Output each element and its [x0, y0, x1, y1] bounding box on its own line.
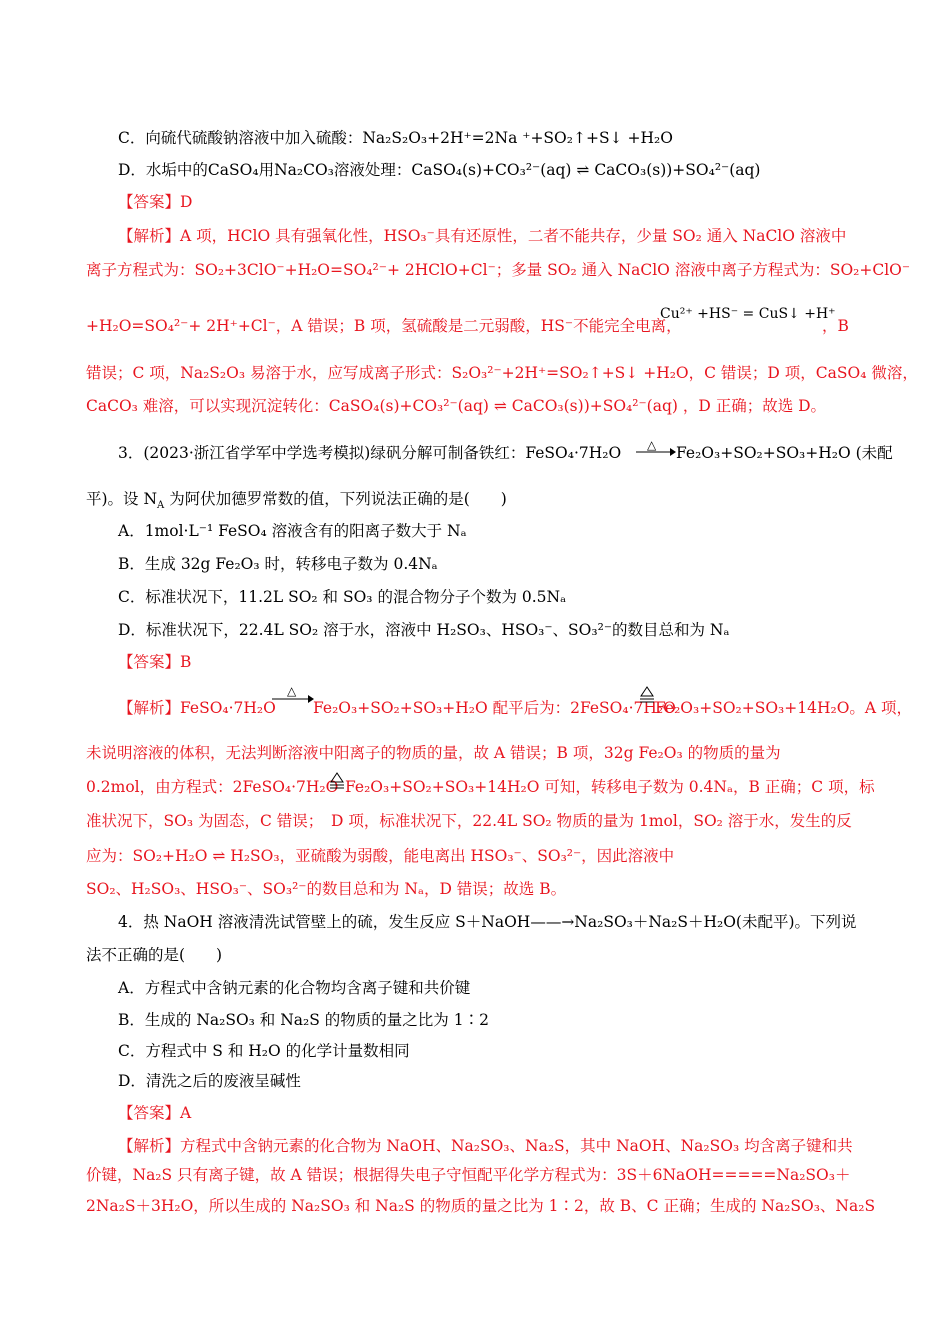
q3-analysis-line-1b: Fe₂O₃+SO₂+SO₃+H₂O 配平后为：2FeSO₄·7H₂O: [313, 699, 676, 717]
q3-analysis-line-6: SO₂、H₂SO₃、HSO₃⁻、SO₃²⁻的数目总和为 Nₐ，D 错误；故选 B。: [86, 880, 567, 898]
q3-stem-na-sub: A: [157, 500, 165, 512]
q4-analysis-line-2: 价键，Na₂S 只有离子键，故 A 错误；根据得失电子守恒配平化学方程式为：3S＋6NaOH=====Na₂SO₃＋: [86, 1166, 851, 1184]
q2-analysis-line-3-tail: ，B: [822, 317, 849, 335]
q3-analysis-heat-equal-icon: [640, 686, 654, 704]
q3-answer: 【答案】B: [118, 653, 192, 671]
q4-answer: 【答案】A: [118, 1104, 192, 1122]
q3-option-c: C．标准状况下，11.2L SO₂ 和 SO₃ 的混合物分子个数为 0.5Nₐ: [118, 588, 567, 606]
q2-analysis-line-5: CaCO₃ 难溶，可以实现沉淀转化：CaSO₄(s)+CO₃²⁻(aq) ⇌ CaCO₃(s))+SO₄²⁻(aq) ，D 正确；故选 D。: [86, 397, 827, 415]
q4-option-a: A．方程式中含钠元素的化合物均含离子键和共价键: [118, 979, 471, 997]
q3-analysis-line-3b: Fe₂O₃+SO₂+SO₃+14H₂O 可知，转移电子数为 0.4Nₐ，B 正确；C 项，标: [345, 778, 875, 796]
q3-analysis-heat-equal-icon-2: [330, 772, 344, 790]
q3-analysis-arrow-icon: [272, 693, 314, 705]
q2-answer: 【答案】D: [118, 193, 193, 211]
q2-option-c: C．向硫代硫酸钠溶液中加入硫酸：Na₂S₂O₃+2H⁺=2Na ⁺+SO₂↑+S↓ +H₂O: [118, 129, 673, 147]
q3-analysis-heat-symbol: △: [287, 684, 297, 698]
q2-analysis-line-2: 离子方程式为：SO₂+3ClO⁻+H₂O=SO₄²⁻+ 2HClO+Cl⁻；多量 SO₂ 通入 NaClO 溶液中离子方程式为：SO₂+ClO⁻: [86, 261, 911, 279]
q3-analysis-line-1c: Fe₂O₃+SO₂+SO₃+14H₂O。A 项，: [655, 699, 913, 717]
q2-analysis-equation: Cu²⁺ +HS⁻ = CuS↓ +H⁺: [660, 306, 836, 322]
q3-stem-question: 为阿伏加德罗常数的值，下列说法正确的是( ): [164, 490, 507, 508]
q3-reaction-arrow-icon: [636, 446, 676, 458]
q3-analysis-line-4: 准状况下，SO₃ 为固态，C 错误； D 项，标准状况下，22.4L SO₂ 物质的量为 1mol，SO₂ 溶于水，发生的反: [86, 812, 852, 830]
q4-option-d: D．清洗之后的废液呈碱性: [118, 1072, 301, 1090]
q4-option-b: B．生成的 Na₂SO₃ 和 Na₂S 的物质的量之比为 1∶2: [118, 1011, 489, 1029]
q2-option-d: D．水垢中的CaSO₄用Na₂CO₃溶液处理：CaSO₄(s)+CO₃²⁻(aq) ⇌ CaCO₃(s))+SO₄²⁻(aq): [118, 161, 761, 179]
q4-analysis-line-1: 【解析】方程式中含钠元素的化合物为 NaOH、Na₂SO₃、Na₂S，其中 NaOH、Na₂SO₃ 均含离子键和共: [118, 1137, 853, 1155]
q3-stem-line-1-tail: Fe₂O₃+SO₂+SO₃+H₂O (未配: [676, 444, 893, 462]
q3-stem-na: 平)。设 N: [86, 490, 158, 508]
q3-heat-symbol: △: [647, 438, 657, 452]
q2-analysis-line-4: 错误；C 项，Na₂S₂O₃ 易溶于水，应写成离子形式：S₂O₃²⁻+2H⁺=SO₂↑+S↓ +H₂O，C 错误；D 项，CaSO₄ 微溶，: [86, 364, 918, 382]
q3-option-d: D．标准状况下，22.4L SO₂ 溶于水，溶液中 H₂SO₃、HSO₃⁻、SO₃²⁻的数目总和为 Nₐ: [118, 621, 730, 639]
q3-analysis-line-3a: 0.2mol，由方程式：2FeSO₄·7H₂O: [86, 778, 339, 796]
q4-option-c: C．方程式中 S 和 H₂O 的化学计量数相同: [118, 1042, 410, 1060]
q3-stem-line-2: [86, 488, 507, 517]
q4-analysis-line-3: 2Na₂S＋3H₂O，所以生成的 Na₂SO₃ 和 Na₂S 的物质的量之比为 1∶2，故 B、C 正确；生成的 Na₂SO₃、Na₂S: [86, 1197, 876, 1215]
q3-option-b: B．生成 32g Fe₂O₃ 时，转移电子数为 0.4Nₐ: [118, 555, 438, 573]
q4-stem-line-2: 法不正确的是( ): [86, 946, 223, 964]
q4-stem-line-1: 4．热 NaOH 溶液清洗试管壁上的硫，发生反应 S＋NaOH——→Na₂SO₃＋Na₂S＋H₂O(未配平)。下列说: [118, 913, 857, 931]
q2-analysis-line-3: +H₂O=SO₄²⁻+ 2H⁺+Cl⁻，A 错误；B 项，氢硫酸是二元弱酸，HS⁻不能完全电离，: [86, 317, 682, 335]
q2-analysis-line-1: 【解析】A 项，HClO 具有强氧化性，HSO₃⁻具有还原性，二者不能共存，少量 SO₂ 通入 NaClO 溶液中: [118, 227, 847, 245]
q3-analysis-line-2: 未说明溶液的体积，无法判断溶液中阳离子的物质的量，故 A 错误；B 项，32g Fe₂O₃ 的物质的量为: [86, 744, 781, 762]
q3-analysis-line-5: 应为：SO₂+H₂O ⇌ H₂SO₃，亚硫酸为弱酸，能电离出 HSO₃⁻、SO₃²⁻，因此溶液中: [86, 847, 675, 865]
q3-option-a: A．1mol·L⁻¹ FeSO₄ 溶液含有的阳离子数大于 Nₐ: [118, 522, 467, 540]
q3-stem-line-1: 3．(2023·浙江省学军中学选考模拟)绿矾分解可制备铁红：FeSO₄·7H₂O: [118, 444, 622, 462]
q3-analysis-line-1a: 【解析】FeSO₄·7H₂O: [118, 699, 276, 717]
